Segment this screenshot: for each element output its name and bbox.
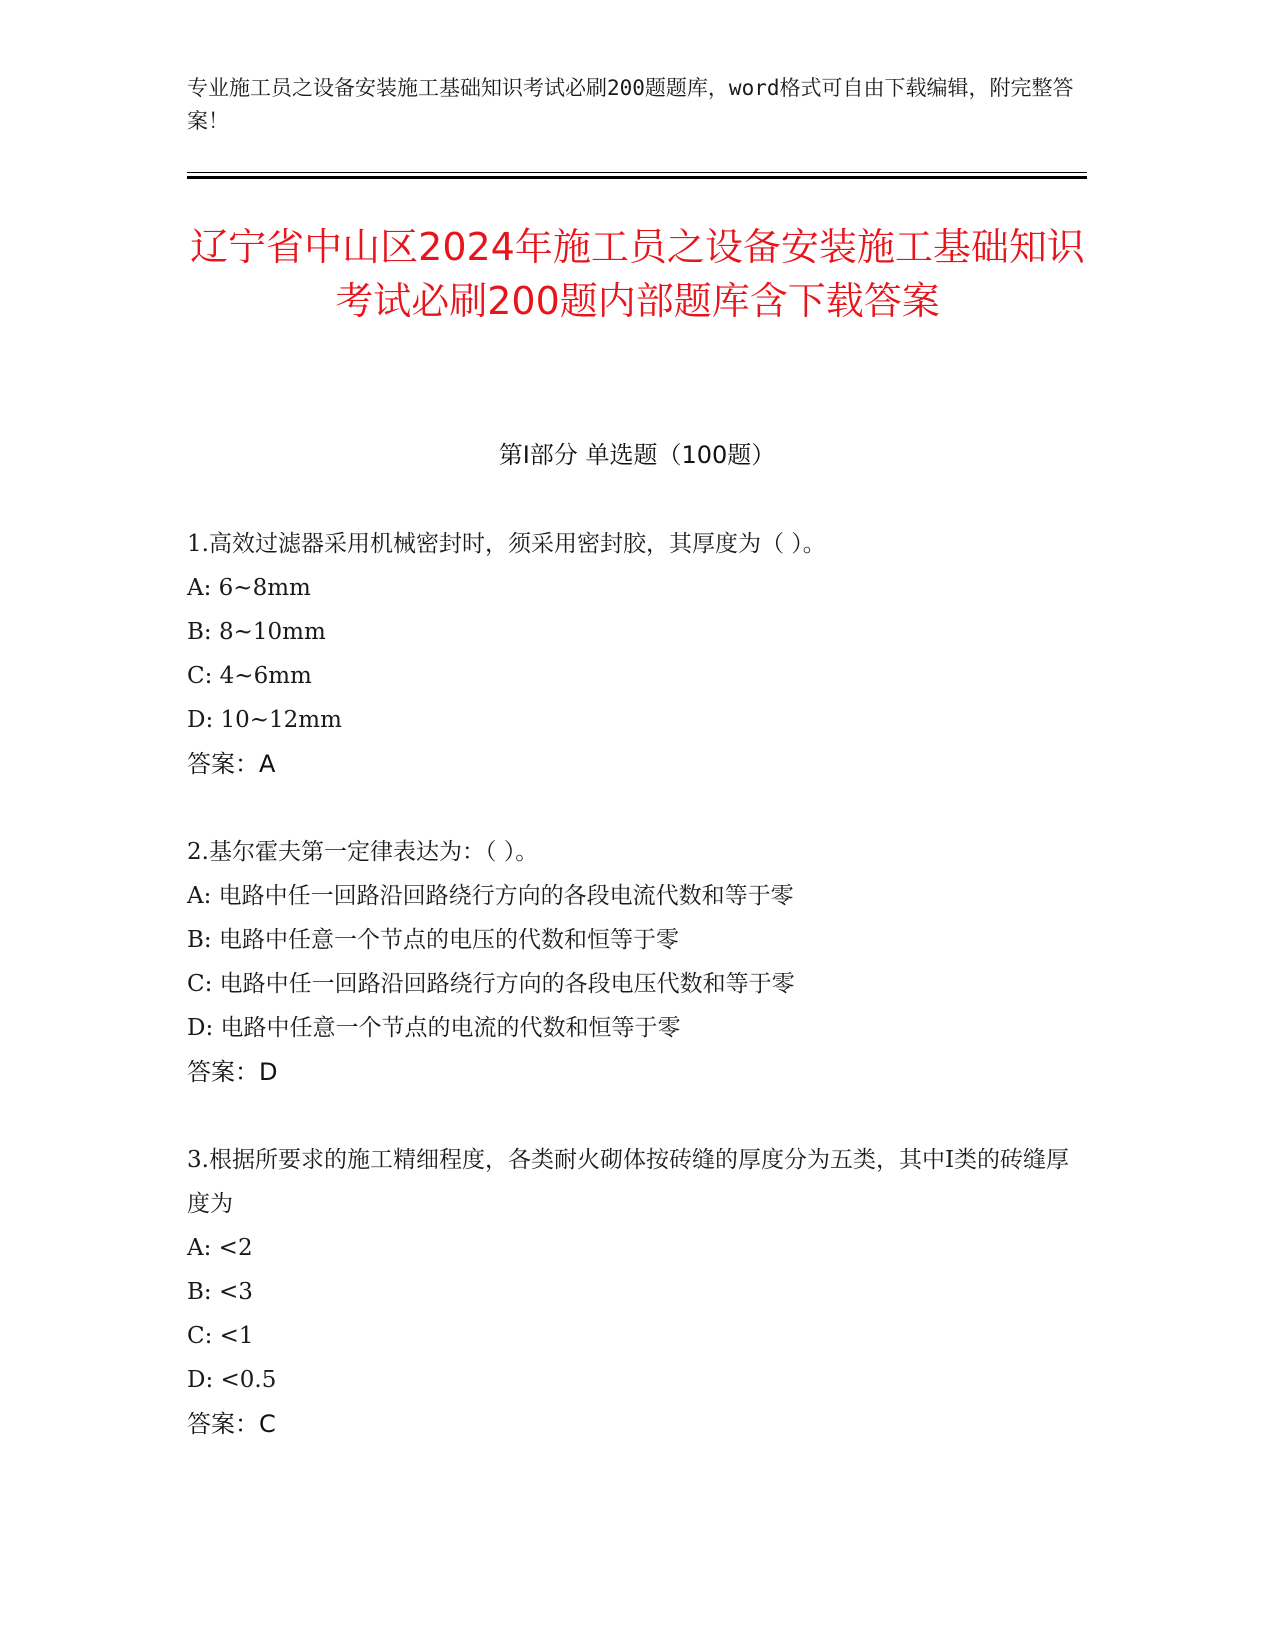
option-d: D: 电路中任意一个节点的电流的代数和恒等于零 [187, 1015, 681, 1041]
document-title: 辽宁省中山区2024年施工员之设备安装施工基础知识考试必刷200题内部题库含下载答案 [190, 225, 1085, 323]
answer-text: 答案：A [187, 750, 276, 778]
question-text: 3.根据所要求的施工精细程度，各类耐火砌体按砖缝的厚度分为五类，其中I类的砖缝厚度为 [187, 1147, 1070, 1217]
option-b: B: 电路中任意一个节点的电压的代数和恒等于零 [187, 927, 679, 953]
question-block [187, 830, 1087, 1094]
question-text: 1.高效过滤器采用机械密封时，须采用密封胶，其厚度为（ ）。 [187, 531, 826, 557]
option-d: D: 10~12mm [187, 707, 342, 733]
option-c: C: 电路中任一回路沿回路绕行方向的各段电压代数和等于零 [187, 971, 795, 997]
option-a: A: <2 [187, 1235, 253, 1261]
question-text: 2.基尔霍夫第一定律表达为：（ ）。 [187, 839, 539, 865]
question-block [187, 522, 1087, 786]
answer-text: 答案：C [187, 1410, 276, 1438]
option-c: C: 4~6mm [187, 663, 312, 689]
header-divider-thin [187, 172, 1087, 173]
option-c: C: <1 [187, 1323, 254, 1349]
option-d: D: <0.5 [187, 1367, 277, 1393]
option-b: B: <3 [187, 1279, 253, 1305]
header-note: 专业施工员之设备安装施工基础知识考试必刷200题题库，word格式可自由下载编辑，附完整答案！ [187, 76, 1074, 133]
option-a: A: 电路中任一回路沿回路绕行方向的各段电流代数和等于零 [187, 883, 794, 909]
option-a: A: 6~8mm [187, 575, 311, 601]
section-heading: 第I部分 单选题（100题） [498, 441, 776, 469]
question-block [187, 1138, 1087, 1446]
answer-text: 答案：D [187, 1058, 278, 1086]
header-divider-thick [187, 176, 1087, 179]
option-b: B: 8~10mm [187, 619, 326, 645]
